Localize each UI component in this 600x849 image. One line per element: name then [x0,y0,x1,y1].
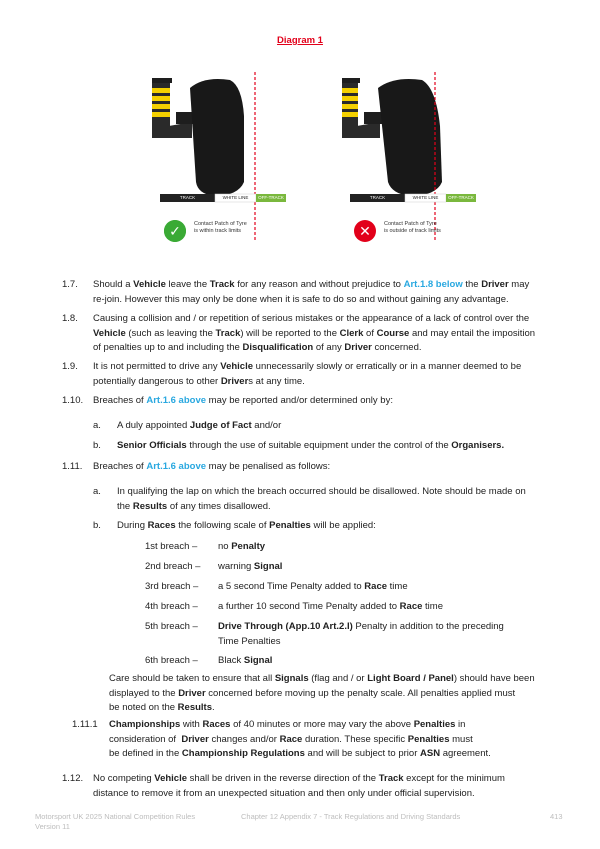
diagram-title: Diagram 1 [277,35,323,46]
article-number: 1.11.1 [72,719,98,730]
text: must [449,733,473,745]
term: Driver [481,279,509,290]
penalty-label: 3rd breach – [145,581,199,592]
term: Drive Through (App.10 Art.2.I) [218,621,353,632]
text: the following scale of [175,520,270,531]
article-number: 1.9. [62,361,78,372]
text: unnecessarily slowly or erratically or in a manner deemed to be [253,361,522,372]
term: Vehicle [133,279,166,290]
article-1-12 [93,772,563,801]
text: and/or [251,420,282,431]
caption-line-2: is within track limits [194,228,242,234]
penalty-value [218,580,408,595]
text: may be penalised as follows: [206,461,331,472]
article-1-11 [93,460,553,475]
text: in [455,719,466,730]
penalty-value [218,600,443,615]
text: re-join. However this may only be done when it is safe to do so and without gaining any advantage. [93,293,509,305]
term: Race [279,733,303,745]
off-track-label: OFF-TRACK [448,195,474,200]
term: Vehicle [220,361,254,372]
term: Clerk [339,327,364,339]
term: Penalty [231,541,266,552]
track-label: TRACK [369,195,386,200]
diagram-panel-compliant [152,66,286,242]
wheel-illustration [342,66,476,242]
text: of any times disallowed. [167,500,271,512]
text: through the use of suitable equipment under the control of the [186,440,452,451]
term: Driver [181,733,209,745]
article-number: 1.8. [62,313,78,324]
item-letter: b. [93,520,101,531]
article-link[interactable]: Art.1.6 above [146,461,207,472]
term: Senior Officials [117,440,187,451]
article-number: 1.12. [62,773,84,784]
text: of [363,327,377,339]
text: no [218,541,232,552]
term: Disqualification [242,342,314,353]
text: and will be subject to prior [304,748,421,759]
term: Vehicle [154,773,188,784]
text: Time Penalties [218,635,281,647]
wheel-illustration [152,66,286,242]
text: a further 10 second Time Penalty added to [218,601,400,612]
care-note [109,672,564,716]
text: be defined in the [109,748,182,759]
penalty-label: 5th breach – [145,621,198,632]
text: A duly appointed [117,420,190,431]
term: Championship Regulations [181,748,305,759]
text: shall be driven in the reverse direction of the [187,773,379,784]
penalty-label: 2nd breach – [145,561,201,572]
article-link[interactable]: Art.1.6 above [146,395,207,406]
text: (flag and / or [308,673,368,684]
term: Races [147,520,176,531]
item-letter: b. [93,440,101,451]
text: agreement. [440,748,491,759]
item-1-11-b [117,519,567,534]
text: potentially dangerous to other [93,375,221,387]
item-letter: a. [93,420,101,431]
term: Light Board / Panel [367,673,454,684]
off-track-label: OFF-TRACK [258,195,284,200]
text: During [117,520,148,531]
term: Penalties [407,733,450,745]
term: Track [378,773,404,784]
text: time [422,601,443,612]
term: Driver [178,687,206,699]
term: Track [215,327,241,339]
text: duration. These specific [302,733,408,745]
term: Track [209,279,235,290]
text: may [508,279,530,290]
term: Signal [253,561,283,572]
penalty-label: 6th breach – [145,655,198,666]
term: Race [399,601,423,612]
footer-version: Version 11 [35,822,70,831]
caption-line-2: is outside of track limits [384,228,441,234]
term: Penalties [269,520,311,531]
term: Signal [243,655,273,666]
article-1-10 [93,394,553,409]
text: Breaches of [93,395,147,406]
caption-line-1: Contact Patch of Tyre [194,221,247,227]
article-1-8 [93,312,573,356]
track-label: TRACK [179,195,196,200]
text: of any [313,342,345,353]
penalty-label: 1st breach – [145,541,198,552]
text: ) should have been [453,673,535,684]
text: concerned. [371,342,422,353]
item-1-10-a [117,419,281,434]
footer-left [35,812,195,832]
text: leave the [165,279,210,290]
term: Judge of Fact [189,420,252,431]
text: a 5 second Time Penalty added to [218,581,365,592]
text: may be reported and/or determined only by: [206,395,393,406]
text: s at any time. [248,375,305,387]
term: Results [177,702,212,713]
term: Championships [109,719,181,730]
text: distance to remove it from an unexpected situation and then only under official supervision. [93,787,475,799]
term: ASN [420,748,441,759]
footer-chapter: Chapter 12 Appendix 7 - Track Regulations and Driving Standards [241,812,461,821]
text: (such as leaving the [125,327,216,339]
term: Vehicle [93,327,126,339]
text: It is not permitted to drive any [93,361,221,372]
white-line-label: WHITE LINE [412,195,439,200]
text: and may entail the imposition [409,327,536,339]
text: Should a [93,279,134,290]
text: with [180,719,203,730]
text: for any reason and without prejudice to [234,279,404,290]
diagram-panel-noncompliant [342,66,476,242]
text: Causing a collision and / or repetition of serious mistakes or the appearance of a lack of control over the [93,313,530,324]
term: Races [202,719,231,730]
term: Driver [220,375,249,387]
text: In qualifying the lap on which the breach occurred should be disallowed. Note should be made on [117,486,526,497]
term: Results [132,500,168,512]
item-letter: a. [93,486,101,497]
text: of 40 minutes or more may vary the above [230,719,414,730]
term: Course [376,327,410,339]
article-number: 1.10. [62,395,84,406]
penalty-value [218,560,282,575]
article-1-11-1 [109,718,564,762]
text: Care should be taken to ensure that all [109,673,275,684]
text: . [212,702,215,713]
term: Penalties [413,719,456,730]
cross-icon: ✕ [354,220,376,242]
white-line-label: WHITE LINE [222,195,249,200]
check-icon: ✓ [164,220,186,242]
penalty-value [218,540,265,555]
caption-line-1: Contact Patch of Tyre [384,221,437,227]
text: Penalty in addition to the preceding [352,621,504,632]
text: changes and/or [208,733,280,745]
text: displayed to the [109,687,179,699]
term: Race [364,581,388,592]
text: except for the minimum [403,773,505,784]
text: concerned before moving up the penalty scale. All penalties applied must [205,687,516,699]
item-1-11-a [117,485,567,514]
penalty-value [218,654,272,669]
text: ) will be reported to the [240,327,340,339]
article-number: 1.7. [62,279,78,290]
page-number: 413 [550,812,563,821]
article-number: 1.11. [62,461,83,472]
text: will be applied: [310,520,376,531]
text: the [117,500,133,512]
text: consideration of [109,733,182,745]
term: Signals [274,673,309,684]
article-link[interactable]: Art.1.8 below [403,279,463,290]
text: warning [218,561,254,572]
text: the [462,279,482,290]
text: Breaches of [93,461,147,472]
text: of penalties up to and including the [93,342,243,353]
penalty-label: 4th breach – [145,601,198,612]
text: time [387,581,408,592]
article-1-7 [93,278,553,307]
item-1-10-b [117,439,567,454]
term: Organisers. [451,440,505,451]
penalty-value [218,620,558,649]
text: be noted on the [109,702,178,713]
text: No competing [93,773,155,784]
article-1-9 [93,360,553,389]
text: Black [218,655,244,666]
term: Driver [344,342,372,353]
footer-title: Motorsport UK 2025 National Competition Rules [35,812,196,821]
